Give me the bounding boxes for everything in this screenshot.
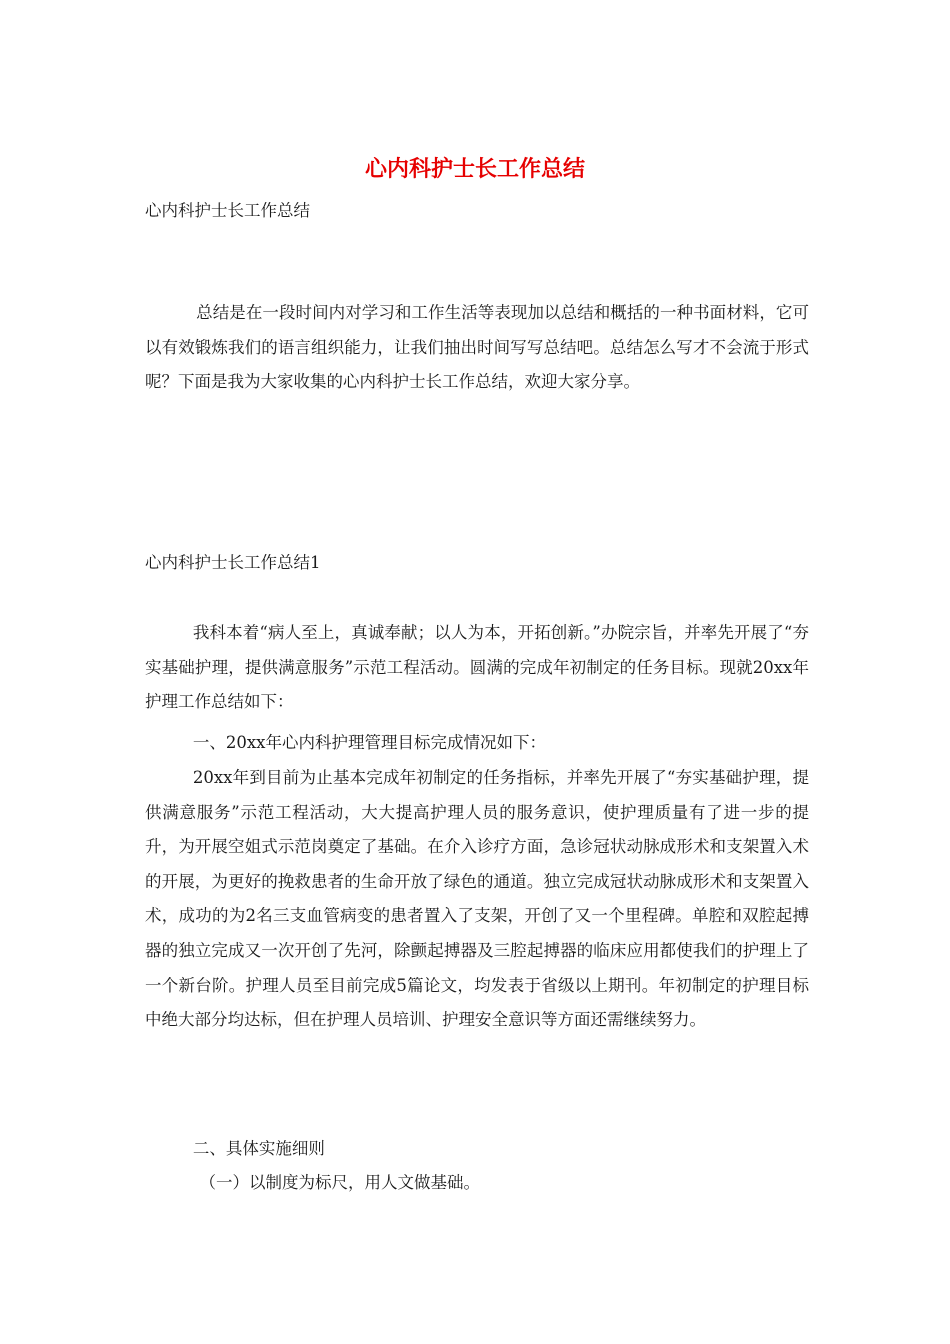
subheading-two: 二、具体实施细则: [192, 1139, 325, 1158]
body-paragraph: 我科本着“病人至上，真诚奉献；以人为本，开拓创新。”办院宗旨，并率先开展了“夯实基础护理，提供满意服务”示范工程活动。圆满的完成年初制定的任务目标。现就20xx年护理工作总结如下：: [145, 623, 809, 712]
subheading-three: （一）以制度为标尺，用人文做基础。: [199, 1173, 480, 1192]
body-paragraph: 20xx年到目前为止基本完成年初制定的任务指标，并率先开展了“夯实基础护理，提供满意服务”示范工程活动，大大提高护理人员的服务意识，使护理质量有了进一步的提升，为开展空姐式示范岗奠定了基础。在介入诊疗方面，急诊冠状动脉成形术和支架置入术的开展，为更好的挽救患者的生命开放了绿色的通道。独立完成冠状动脉成形术和支架置入术，成功的为2名三支血管病变的患者置入了支架，开创了又一个里程碑。单腔和双腔起搏器的独立完成又一次开创了先河，除颤起搏器及三腔起搏器的临床应用都使我们的护理上了一个新台阶。护理人员至目前完成5篇论文，均发表于省级以上期刊。年初制定的护理目标中绝大部分均达标，但在护理人员培训、护理安全意识等方面还需继续努力。: [145, 768, 809, 1030]
document-subtitle: 心内科护士长工作总结: [145, 201, 310, 220]
subheading-one: 一、20xx年心内科护理管理目标完成情况如下：: [192, 733, 546, 752]
document-title: 心内科护士长工作总结: [364, 156, 585, 182]
intro-paragraph: 总结是在一段时间内对学习和工作生活等表现加以总结和概括的一种书面材料，它可以有效锻炼我们的语言组织能力，让我们抽出时间写写总结吧。总结怎么写才不会流于形式呢？下面是我为大家收集的心内科护士长工作总结，欢迎大家分享。: [145, 303, 809, 392]
section-heading: 心内科护士长工作总结1: [145, 553, 321, 572]
